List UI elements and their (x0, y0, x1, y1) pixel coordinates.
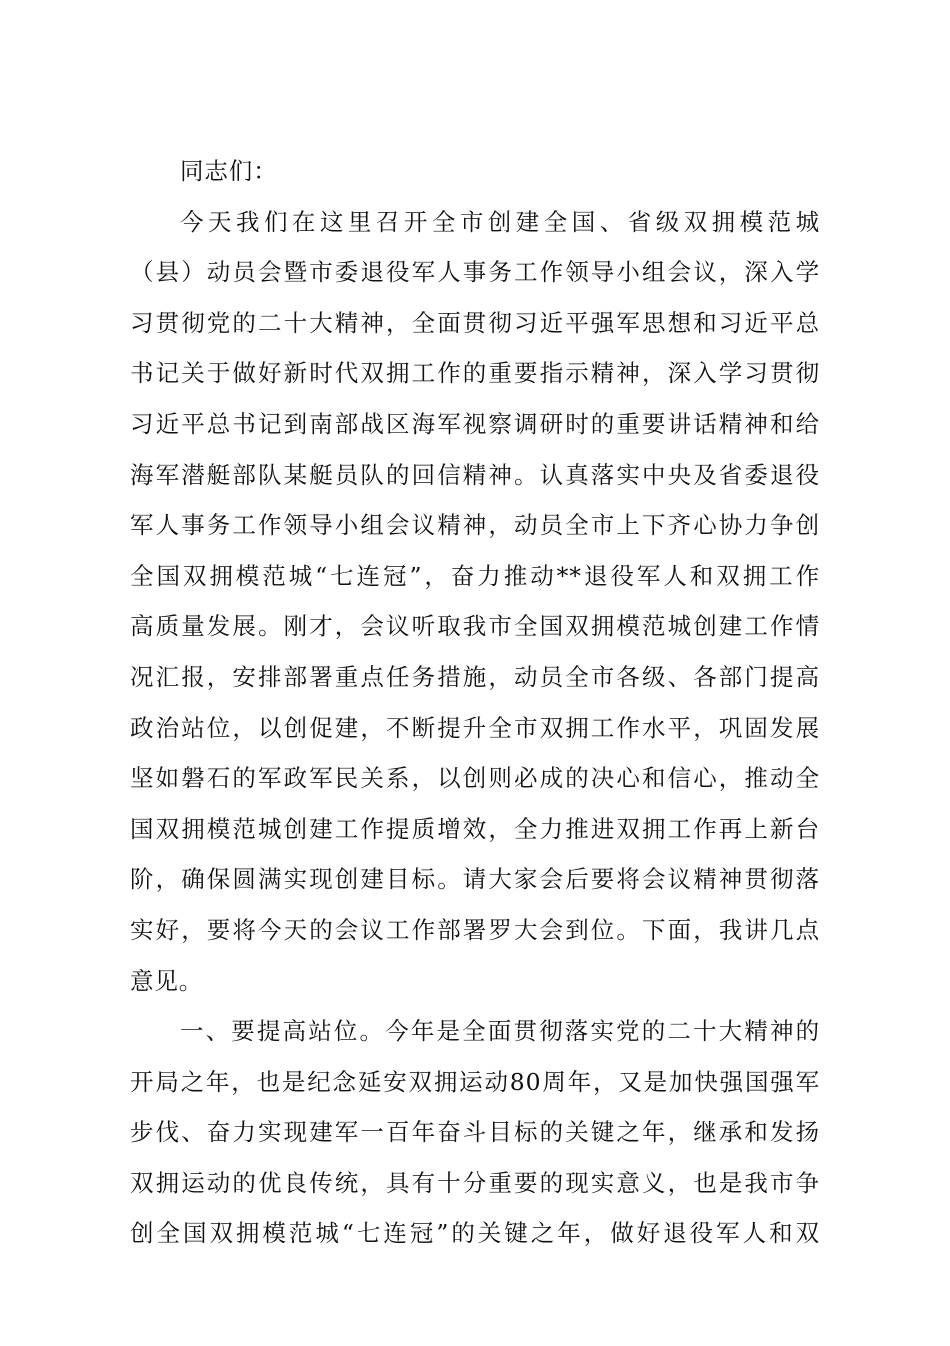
text-line: 书记关于做好新时代双拥工作的重要指示精神，深入学习贯彻 (130, 359, 820, 388)
text-line: 实好，要将今天的会议工作部署罗大会到位。下面，我讲几点 (130, 915, 820, 944)
text-line: 国双拥模范城创建工作提质增效，全力推进双拥工作再上新台 (130, 814, 820, 843)
text-line: 一、要提高站位。今年是全面贯彻落实党的二十大精神的 (180, 1017, 820, 1046)
text-line: 双拥运动的优良传统，具有十分重要的现实意义，也是我市争 (130, 1168, 820, 1197)
text-line: 意见。 (130, 966, 204, 995)
salutation: 同志们： (180, 157, 278, 185)
text-line: 创全国双拥模范城“七连冠”的关键之年，做好退役军人和双 (130, 1219, 820, 1248)
text-line: 习近平总书记到南部战区海军视察调研时的重要讲话精神和给 (130, 409, 820, 438)
text-line: 坚如磐石的军政军民关系，以创则必成的决心和信心，推动全 (130, 764, 820, 793)
document-body (130, 146, 820, 1259)
text-line: 全国双拥模范城“七连冠”，奋力推动**退役军人和双拥工作 (130, 561, 820, 590)
paragraph-1 (130, 197, 820, 1007)
text-line: 习贯彻党的二十大精神，全面贯彻习近平强军思想和习近平总 (130, 308, 820, 337)
paragraph-2 (130, 1006, 820, 1259)
text-line: 海军潜艇部队某艇员队的回信精神。认真落实中央及省委退役 (130, 460, 820, 489)
text-line: 况汇报，安排部署重点任务措施，动员全市各级、各部门提高 (130, 662, 820, 691)
text-line: 阶，确保圆满实现创建目标。请大家会后要将会议精神贯彻落 (130, 865, 820, 894)
text-line: （县）动员会暨市委退役军人事务工作领导小组会议，深入学 (130, 258, 820, 287)
text-line: 今天我们在这里召开全市创建全国、省级双拥模范城 (180, 207, 820, 236)
text-line: 军人事务工作领导小组会议精神，动员全市上下齐心协力争创 (130, 511, 820, 540)
text-line: 开局之年，也是纪念延安双拥运动80周年，又是加快强国强军 (130, 1067, 820, 1096)
text-line: 步伐、奋力实现建军一百年奋斗目标的关键之年，继承和发扬 (130, 1118, 820, 1147)
text-line: 高质量发展。刚才，会议听取我市全国双拥模范城创建工作情 (130, 612, 820, 641)
text-line: 政治站位，以创促建，不断提升全市双拥工作水平，巩固发展 (130, 713, 820, 742)
